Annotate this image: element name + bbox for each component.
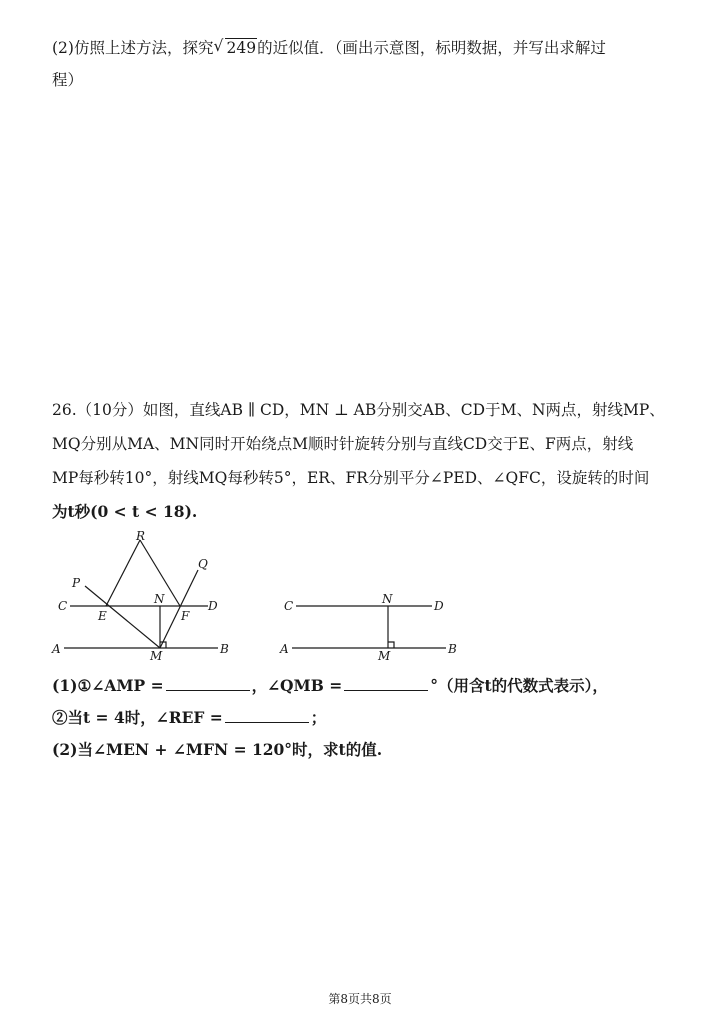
label-m: M	[378, 649, 391, 663]
label-c: C	[58, 599, 68, 613]
page-footer: 第8页共8页	[328, 992, 392, 1006]
label-d: D	[208, 599, 218, 613]
label-a: A	[280, 642, 289, 656]
problem-line: MQ分别从MA、MN同时开始绕点M顺时针旋转分别与直线CD交于E、F两点，射线	[52, 435, 634, 453]
problem-line: 为t秒(0 < t < 18).	[52, 502, 198, 521]
label-d: D	[434, 599, 444, 613]
square-root: √ 249	[213, 37, 257, 57]
ray-mp	[85, 586, 160, 648]
label-r: R	[136, 529, 146, 543]
label-b: B	[220, 642, 229, 656]
label-q: Q	[198, 557, 208, 571]
geometry-figure	[0, 528, 720, 668]
answer-blank	[166, 676, 250, 691]
question-line: 程）	[52, 71, 84, 89]
label-f: F	[181, 609, 190, 623]
label-n: N	[154, 592, 165, 606]
label-p: P	[72, 576, 81, 590]
segment-er	[106, 540, 140, 606]
question-2-line: (2)当∠MEN + ∠MFN = 120°时，求t的值.	[52, 740, 383, 759]
label-n: N	[382, 592, 393, 606]
problem-line: MP每秒转10°，射线MQ每秒转5°，ER、FR分别平分∠PED、∠QFC，设旋转的时间	[52, 469, 650, 487]
right-angle-mark	[388, 642, 394, 648]
label-m: M	[150, 649, 163, 663]
label-a: A	[52, 642, 61, 656]
label-e: E	[98, 609, 107, 623]
label-b: B	[448, 642, 457, 656]
answer-blank	[225, 708, 309, 723]
answer-blank	[344, 676, 428, 691]
label-c: C	[284, 599, 294, 613]
problem-line: 26.（10分）如图，直线AB ∥ CD，MN ⊥ AB分别交AB、CD于M、N两点，射线MP、	[52, 401, 665, 419]
question-line: (2)仿照上述方法，探究 √ 249的近似值．（画出示意图，标明数据，并写出求解过	[52, 37, 606, 57]
question-1b-line: ②当t = 4时，∠REF = ；	[52, 708, 327, 727]
question-1-line: (1)①∠AMP = ，∠QMB = °（用含t的代数式表示），	[52, 676, 608, 695]
